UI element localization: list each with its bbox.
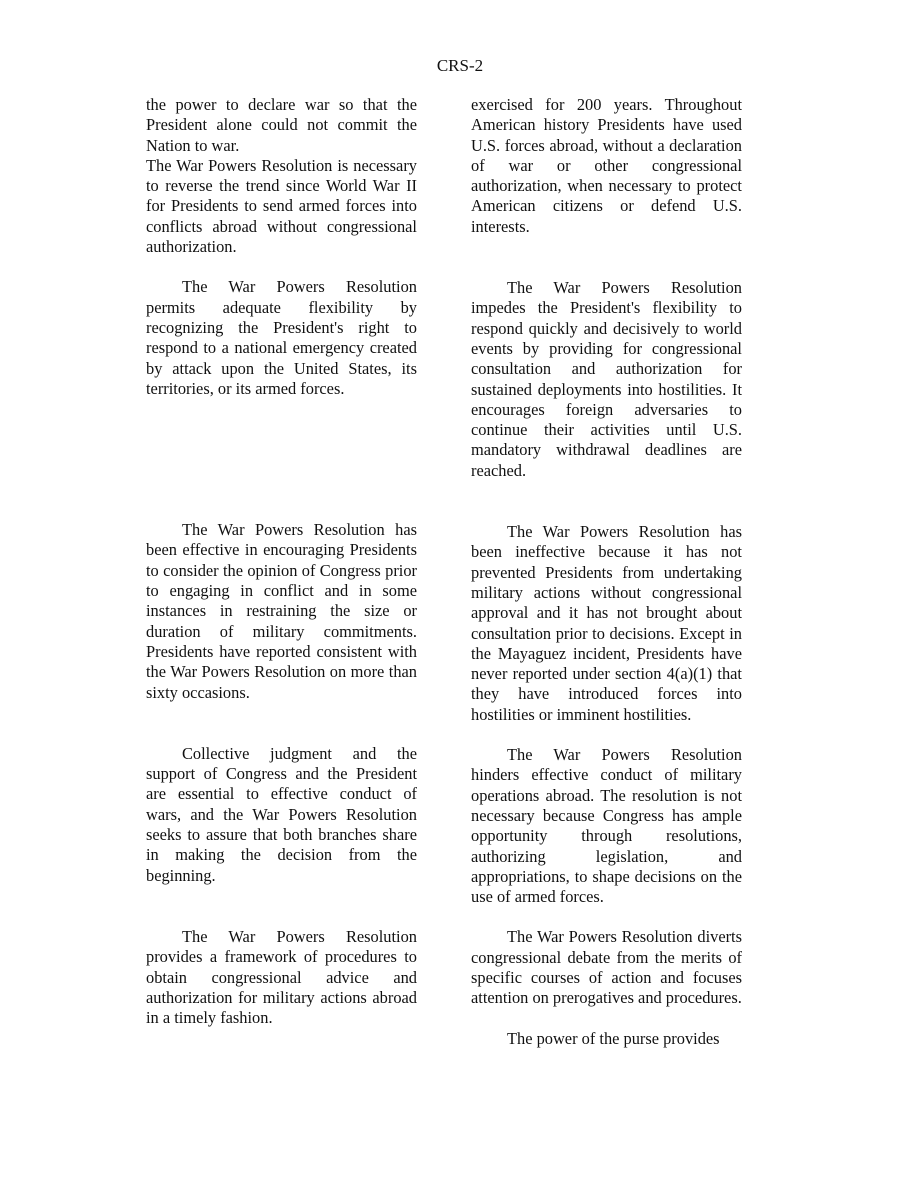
right-column [471,95,742,1049]
left-paragraph-6: The War Powers Resolution provides a framework of procedures to obtain congressional advice and authorization for military actions abroad in a timely fashion. [146,926,417,1028]
left-column [146,95,417,1028]
right-paragraph-4: The War Powers Resolution hinders effective conduct of military operations abroad. The resolution is not necessary because Congress has ample opportunity through resolutions, authorizing legislation, and appropriations, to shape decisions on the use of armed forces. [471,745,742,907]
right-paragraph-5: The War Powers Resolution diverts congressional debate from the merits of specific courses of action and focuses attention on prerogatives and procedures. [471,927,742,1008]
right-paragraph-1: exercised for 200 years. Throughout American history Presidents have used U.S. forces abroad, without a declaration of war or other congressional authorization, when necessary to protect American citizens or defend U.S. interests. [471,95,742,236]
right-paragraph-3: The War Powers Resolution has been ineffective because it has not prevented Presidents from undertaking military actions without congressional approval and it has not brought about consultation prior to decisions. Except in the Mayaguez incident, Presidents have never reported under section 4(a)(1) that they have introduced forces into hostilities or imminent hostilities. [471,522,742,724]
left-paragraph-3: The War Powers Resolution permits adequate flexibility by recognizing the President's right to respond to a national emergency created by attack upon the United States, its territories, or its armed forces. [146,277,417,398]
left-paragraph-4: The War Powers Resolution has been effective in encouraging Presidents to consider the opinion of Congress prior to engaging in conflict and in some instances in restraining the size or duration of military commitments. Presidents have reported consistent with the War Powers Resolution on more than sixty occasions. [146,520,417,702]
left-paragraph-1: the power to declare war so that the President alone could not commit the Nation to war. [146,95,417,155]
right-paragraph-6: The power of the purse provides [507,1028,720,1048]
right-paragraph-2: The War Powers Resolution impedes the President's flexibility to respond quickly and decisively to world events by providing for congressional consultation and authorization for sustained deployments into hostilities. It encourages foreign adversaries to continue their activities until U.S. mandatory withdrawal deadlines are reached. [471,278,742,480]
left-paragraph-2: The War Powers Resolution is necessary to reverse the trend since World War II for Presidents to send armed forces into conflicts abroad without congressional authorization. [146,155,417,257]
page-header: CRS-2 [436,56,484,75]
left-paragraph-5: Collective judgment and the support of Congress and the President are essential to effective conduct of wars, and the War Powers Resolution seeks to assure that both branches share in making the decision from the beginning. [146,743,417,885]
